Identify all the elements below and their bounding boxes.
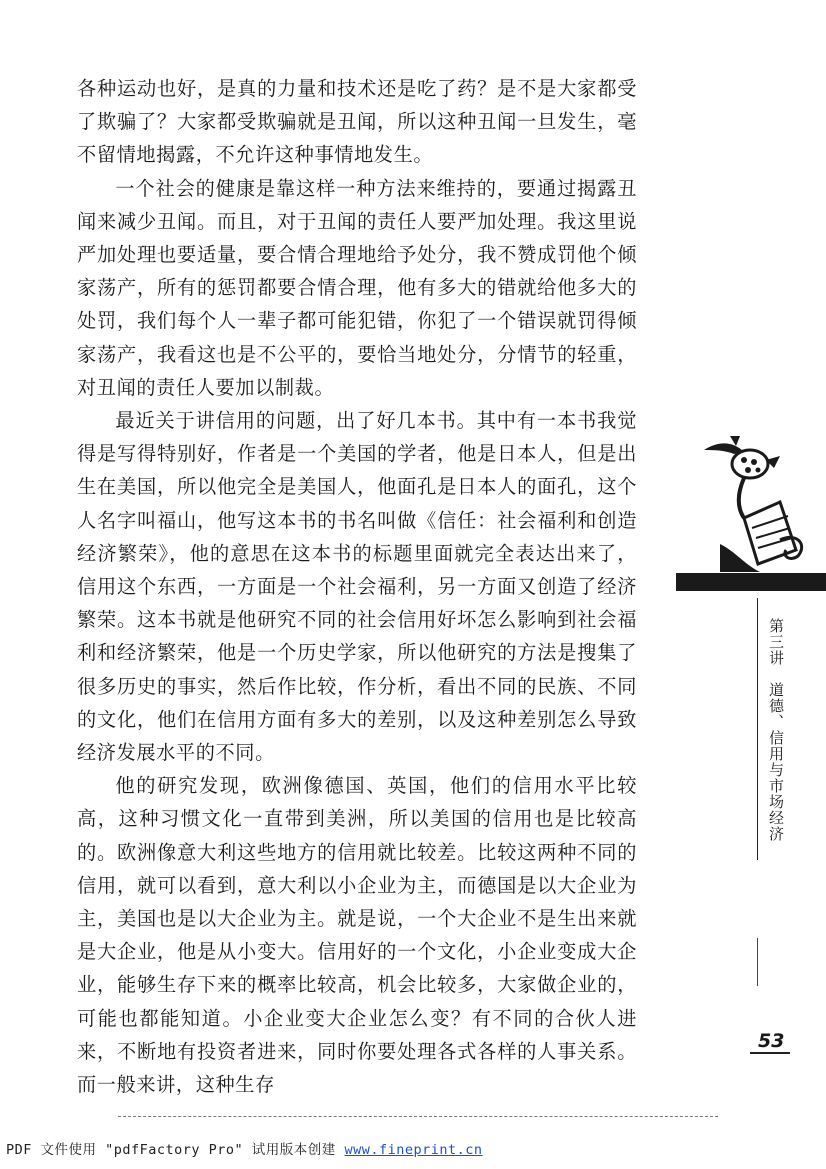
paragraph-2: 一个社会的健康是靠这样一种方法来维持的，要通过揭露丑闻来减少丑闻。而且，对于丑闻的责任人要严加处理。我这里说严加处理也要适量，要合情合理地给予处分，我不赞成罚他个倾家荡产，所有的惩罚都要合情合理，他有多大的错就给他多大的处罚，我们每个人一辈子都可能犯错，你犯了一个错误就罚得倾家荡产，我看这也是不公平的，要恰当地处分，分情节的轻重，对丑闻的责任人要加以制裁。 xyxy=(77,176,637,399)
footer-divider xyxy=(118,1116,718,1117)
page-number-rule xyxy=(750,1052,790,1054)
footer xyxy=(6,1138,482,1158)
paragraph-1: 各种运动也好，是真的力量和技术还是吃了药？是不是大家都受了欺骗了？大家都受欺骗就是丑闻，所以这种丑闻一旦发生，毫不留情地揭露，不允许这种事情地发生。 xyxy=(77,77,637,167)
sidebar-rule-lower xyxy=(757,938,758,986)
body-text xyxy=(77,72,637,1101)
paragraph-3: 最近关于讲信用的问题，出了好几本书。其中有一本书我觉得是写得特别好，作者是一个美国的学者，他是日本人，但是出生在美国，所以他完全是美国人，他面孔是日本人的面孔，这个人名字叫福山，他写这本书的书名叫做《信任：社会福利和创造经济繁荣》，他的意思在这本书的标题里面就完全表达出来了，信用这个东西，一方面是一个社会福利，另一方面又创造了经济繁荣。这本书就是他研究不同的社会信用好坏怎么影响到社会福利和经济繁荣，他是一个历史学家，所以他研究的方法是搜集了很多历史的事实，然后作比较，作分析，看出不同的民族、不同的文化，他们在信用方面有多大的差别，以及这种差别怎么导致经济发展水平的不同。 xyxy=(77,409,637,765)
footer-link[interactable]: www.fineprint.cn xyxy=(344,1142,483,1158)
section-title: 第三讲 道德、信用与市场经济 xyxy=(767,618,785,842)
footer-text: PDF 文件使用 "pdfFactory Pro" 试用版本创建 xyxy=(6,1142,345,1158)
paragraph-4: 他的研究发现，欧洲像德国、英国，他们的信用水平比较高，这种习惯文化一直带到美洲，所以美国的信用也是比较高的。欧洲像意大利这些地方的信用就比较差。比较这两种不同的信用，就可以看到，意大利以小企业为主，而德国是以大企业为主，美国也是以大企业为主。就是说，一个大企业不是生出来就是大企业，他是从小变大。信用好的一个文化，小企业变成大企业，能够生存下来的概率比较高，机会比较多，大家做企业的，可能也都能知道。小企业变大企业怎么变？有不同的合伙人进来，不断地有投资者进来，同时你要处理各式各样的人事关系。而一般来讲，这种生存 xyxy=(77,774,637,1097)
ornament-illustration xyxy=(700,432,812,580)
chapter-band xyxy=(676,573,826,591)
page-number: 53 xyxy=(758,1030,785,1052)
